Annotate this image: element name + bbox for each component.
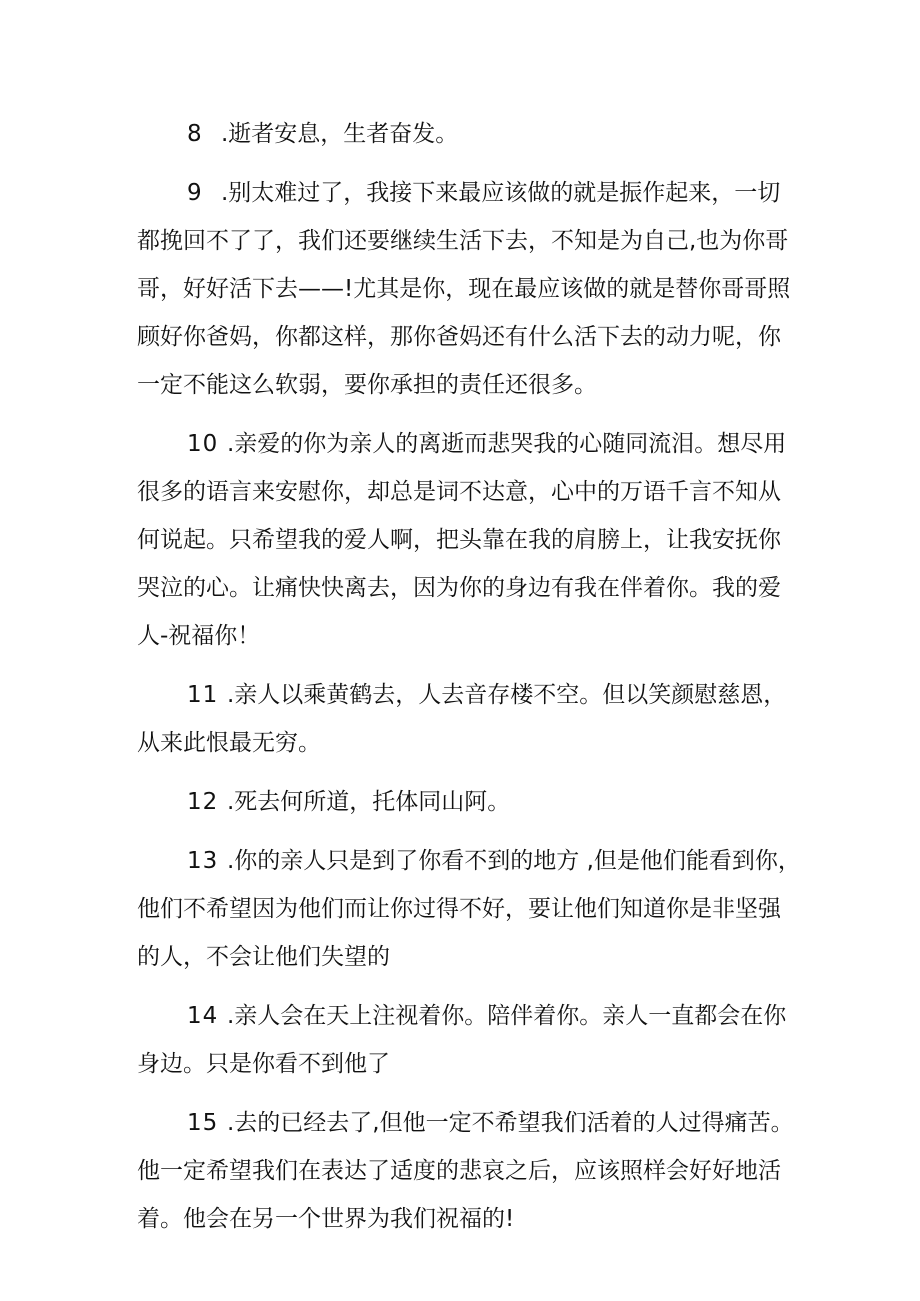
item-text: .去的已经去了,但他一定不希望我们活着的人过得痛苦。: [227, 1110, 794, 1136]
item-number: 10: [187, 431, 219, 457]
item-line: 的人，不会让他们失望的: [137, 944, 390, 970]
item-line: [137, 110, 801, 158]
list-item-8: [137, 110, 801, 158]
item-line: 人-祝福你！: [137, 623, 261, 649]
item-line: 身边。只是你看不到他了: [137, 1051, 390, 1077]
item-line: [137, 169, 801, 217]
list-item-10: [137, 420, 801, 660]
list-item-14: [137, 992, 801, 1088]
item-line: [137, 420, 801, 468]
item-text: .你的亲人只是到了你看不到的地方 ,但是他们能看到你，: [227, 848, 801, 874]
item-text: .亲人会在天上注视着你。陪伴着你。亲人一直都会在你: [227, 1003, 787, 1029]
item-line: 都挽回不了了，我们还要继续生活下去，不知是为自己,也为你哥: [137, 228, 789, 254]
item-number: 12: [187, 789, 219, 815]
item-number: 8: [187, 121, 203, 147]
item-number: 13: [187, 848, 219, 874]
item-line: 顾好你爸妈，你都这样，那你爸妈还有什么活下去的动力呢，你: [137, 324, 781, 350]
item-line: [137, 778, 801, 826]
item-line: [137, 837, 801, 885]
list-item-13: [137, 837, 801, 981]
item-line: 着。他会在另一个世界为我们祝福的!: [137, 1206, 515, 1232]
item-line: [137, 1099, 801, 1147]
item-number: 15: [187, 1110, 219, 1136]
item-text: .亲爱的你为亲人的离逝而悲哭我的心随同流泪。想尽用: [227, 431, 787, 457]
item-line: 何说起。只希望我的爱人啊，把头靠在我的肩膀上，让我安抚你: [137, 527, 781, 553]
list-item-11: [137, 671, 801, 767]
item-line: 从来此恨最无穷。: [137, 730, 321, 756]
item-text: .别太难过了，我接下来最应该做的就是振作起来，一切: [221, 180, 781, 206]
item-text: .亲人以乘黄鹤去，人去音存楼不空。但以笑颜慰慈恩，: [227, 682, 787, 708]
item-number: 11: [187, 682, 219, 708]
item-line: [137, 671, 801, 719]
item-line: 哭泣的心。让痛快快离去，因为你的身边有我在伴着你。我的爱: [137, 575, 781, 601]
list-item-9: [137, 169, 801, 409]
item-line: [137, 992, 801, 1040]
item-text: .逝者安息，生者奋发。: [221, 121, 459, 147]
list-item-15: [137, 1099, 801, 1243]
item-number: 9: [187, 180, 203, 206]
item-line: 一定不能这么软弱，要你承担的责任还很多。: [137, 372, 597, 398]
list-item-12: [137, 778, 801, 826]
item-line: 他们不希望因为他们而让你过得不好，要让他们知道你是非坚强: [137, 896, 781, 922]
item-line: 哥，好好活下去——!尤其是你，现在最应该做的就是替你哥哥照: [137, 276, 791, 302]
item-line: 他一定希望我们在表达了适度的悲哀之后，应该照样会好好地活: [137, 1158, 781, 1184]
item-number: 14: [187, 1003, 219, 1029]
item-line: 很多的语言来安慰你，却总是词不达意，心中的万语千言不知从: [137, 479, 781, 505]
item-text: .死去何所道，托体同山阿。: [227, 789, 511, 815]
document-page: [137, 110, 801, 1254]
